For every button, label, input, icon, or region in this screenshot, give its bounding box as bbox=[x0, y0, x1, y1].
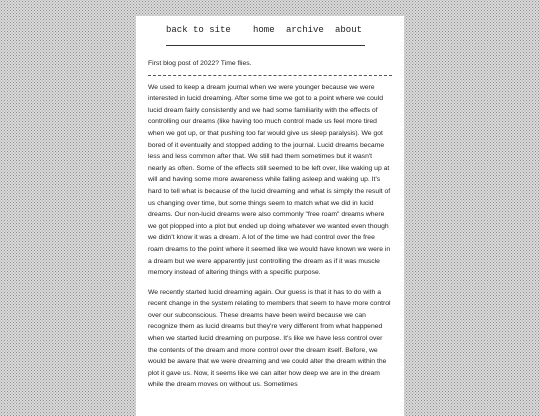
nav-archive-link[interactable]: archive bbox=[286, 25, 324, 35]
blog-post bbox=[148, 58, 392, 399]
top-nav bbox=[166, 23, 365, 46]
nav-about-link[interactable]: about bbox=[335, 25, 363, 35]
nav-home-link[interactable]: home bbox=[253, 25, 275, 35]
nav-back-to-site-link[interactable]: back to site bbox=[166, 25, 231, 35]
post-title: First blog post of 2022? Time flies. bbox=[148, 60, 252, 67]
post-paragraph: We used to keep a dream journal when we were younger because we were interested in lucid dreaming. After some time we got to a point where we could lucid dream fairly consistently and we had some familiarity with the effects of controlling our dreams (like having too much control made us feel more tired when we got up, or that pushing too far would give us sleep paralysis). We got bored of it eventually and stopped adding to the journal. Lucid dreams became less and less common after that. We still had them sometimes but it wasn't nearly as often. Some of the effects still seemed to be left over, like waking up at will and having some more awareness while falling asleep and waking up. It's hard to tell what is because of the lucid dreaming and what is simply the result of us changing over time, but some things seem to match what we did in lucid dreams. Our non-lucid dreams were also commonly "free roam" dreams where we got plopped into a plot but ended up doing whatever we wanted even though we didn't know it was a dream. A lot of the time we had control over the free roam dreams to the point where it seemed like we would have known we were in a dream but we were apparently just controlling the dream as if it was muscle memory instead of altering things with a specific purpose. bbox=[148, 83, 391, 277]
post-paragraph: We recently started lucid dreaming again. Our guess is that it has to do with a recent change in the system relating to members that seem to have more control over our subconscious. These dreams have been weird because we can recognize them as lucid dreams but they're very different from what happened when we started lucid dreaming on purpose. It's like we have less control over the contents of the dream and more control over the dream itself. Before, we would be aware that we were dreaming and we could alter the dream within the plot it gave us. Now, it seems like we can alter how deep we are in the dream while the dream moves on without us. Sometimes bbox=[148, 288, 391, 389]
blog-page bbox=[136, 16, 404, 416]
post-divider bbox=[148, 75, 392, 76]
